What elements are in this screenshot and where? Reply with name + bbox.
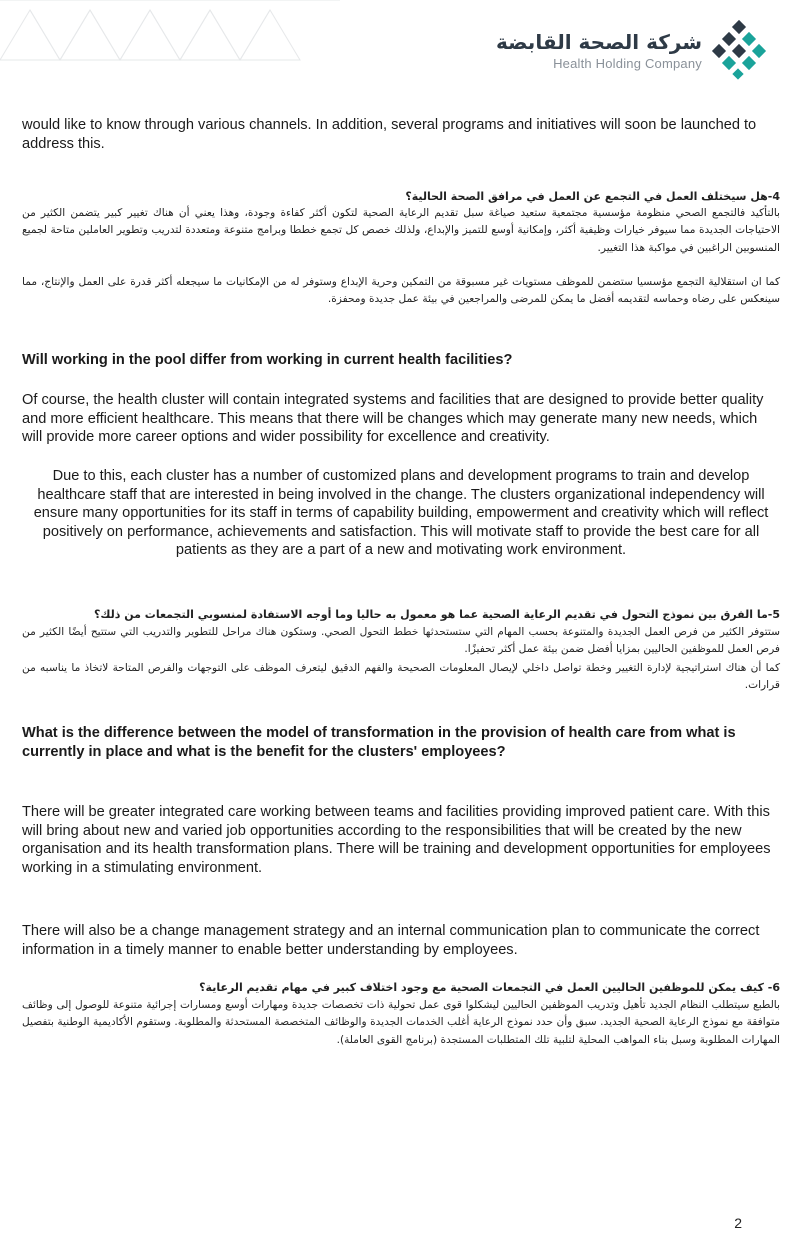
intro-paragraph: would like to know through various channels. In addition, several programs and initiatives will soon be launched to address this. xyxy=(22,117,757,152)
company-name-arabic: شركة الصحة القابضة xyxy=(495,30,702,54)
q4-arabic-question: 4-هل سيختلف العمل في التجمع عن العمل في مرافق الصحة الحالية؟ xyxy=(405,190,780,203)
company-logo xyxy=(482,12,782,82)
watermark-pattern xyxy=(0,0,340,80)
q6-arabic-answer: بالطبع سيتطلب النظام الجديد تأهيل وتدريب الموظفين الحاليين ليشكلوا قوى عمل تحولية ذات تخصصات جديدة ومهارات أوسع ومسارات إجرائية متنوعة للوصول إلى وظائف متوافقة مع نموذج الرعاية الصحية الجديد. سبق وأن حدد نموذج الرعاية أغلب الخدمات الجديدة والوظائف المتخصصة المستحدثة والمطلوبة. وستقوم الأكاديمية الوطنية بتفصيل المهارات المطلوبة وسبل بناء المواهب المحلية لتلبية تلك المتطلبات المستجدة (برنامج القوى العاملة). xyxy=(22,999,780,1046)
page-number: 2 xyxy=(734,1215,742,1231)
q5-arabic-question: 5-ما الفرق بين نموذج التحول في تقديم الرعاية الصحية عما هو معمول به حاليا وما أوجه الاستفادة لمنسوبي التجمعات من ذلك؟ xyxy=(94,608,780,621)
q4-arabic-answer-2: كما ان استقلالية التجمع مؤسسيا ستضمن للموظف مستويات غير مسبوقة من التمكين وحرية الإبداع وستوفر له من الإمكانيات ما سيجعله أكثر قدرة على العمل والإنتاج، مما سينعكس على رضاه وحماسه لتقديمه أفضل ما يمكن للمرضى والمراجعين في بيئة عمل جديدة ومحفزة. xyxy=(22,276,780,306)
company-name-english: Health Holding Company xyxy=(553,56,702,71)
q4-arabic-answer-1: بالتأكيد فالتجمع الصحي منظومة مؤسسية مجتمعية ستعيد صياغة سبل تقديم الرعاية الصحية لتكون أكثر كفاءة وجودة، وهذا يعني أن هناك تغيير كبير يتضمن الكثير من الاحتياجات الجديدة مما سيوفر خيارات وظيفية أكثر، وإمكانية أوسع للتميز والإبداع، ولذلك خصص كل تجمع خططا وبرامج متنوعة ومتعددة لتدريب وتطوير العاملين متاحة لجميع المنسوبين الراغبين في مواكبة هذا التغيير. xyxy=(22,207,780,254)
diamond-cluster-logo-icon xyxy=(708,18,772,82)
q4-english-answer-1: Of course, the health cluster will contain integrated systems and facilities that are designed to provide better quality and more efficient healthcare. This means that there will be changes which may generate many new needs, which will provide more career options and wider possibility for excellence and creativity. xyxy=(22,392,764,445)
q5-english-answer-1: There will be greater integrated care working between teams and facilities providing improved patient care. With this will bring about new and varied job opportunities according to the responsibilities that will be created by the new organisation and its health transformation plans. There will be training and development opportunities for employees working in a stimulating environment. xyxy=(22,804,771,876)
q5-arabic-answer-2: كما أن هناك استراتيجية لإدارة التغيير وخطة تواصل داخلي لإيصال المعلومات الصحيحة والفهم الدقيق ليتعرف الموظف على التوجهات والفرص المتاحة لاتخاذ ما يناسبه من قرارات. xyxy=(22,662,780,692)
q5-english-question: What is the difference between the model of transformation in the provision of health care from what is currently in place and what is the benefit for the clusters' employees? xyxy=(22,725,736,760)
q4-english-question: Will working in the pool differ from working in current health facilities? xyxy=(22,352,513,368)
q5-english-answer-2: There will also be a change management strategy and an internal communication plan to communicate the correct information in a timely manner to enable better understanding by employees. xyxy=(22,923,760,958)
q6-arabic-question: 6- كيف يمكن للموظفين الحاليين العمل في التجمعات الصحية مع وجود اختلاف كبير في مهام تقديم الرعاية؟ xyxy=(199,981,780,994)
q5-arabic-answer-1: ستتوفر الكثير من فرص العمل الجديدة والمتنوعة بحسب المهام التي ستستحدثها خطط التحول الصحي. وستكون هناك مراحل للتطوير والتدريب التي ستتيح أيضًا الكثير من فرص العمل للموظفين الحاليين بمزايا أفضل ضمن بيئة عمل أكثر تحفيزًا. xyxy=(22,626,780,656)
q4-english-answer-2: Due to this, each cluster has a number of customized plans and development programs to train and develop healthcare staff that are interested in being involved in the change. The clusters organizational independency will ensure many opportunities for its staff in terms of capability building, empowerment and creativity which will reflect positively on performance, achievements and satisfaction. This will motivate staff to provide the best care for all patients as they are a part of a new and motivating work environment. xyxy=(33,468,769,558)
